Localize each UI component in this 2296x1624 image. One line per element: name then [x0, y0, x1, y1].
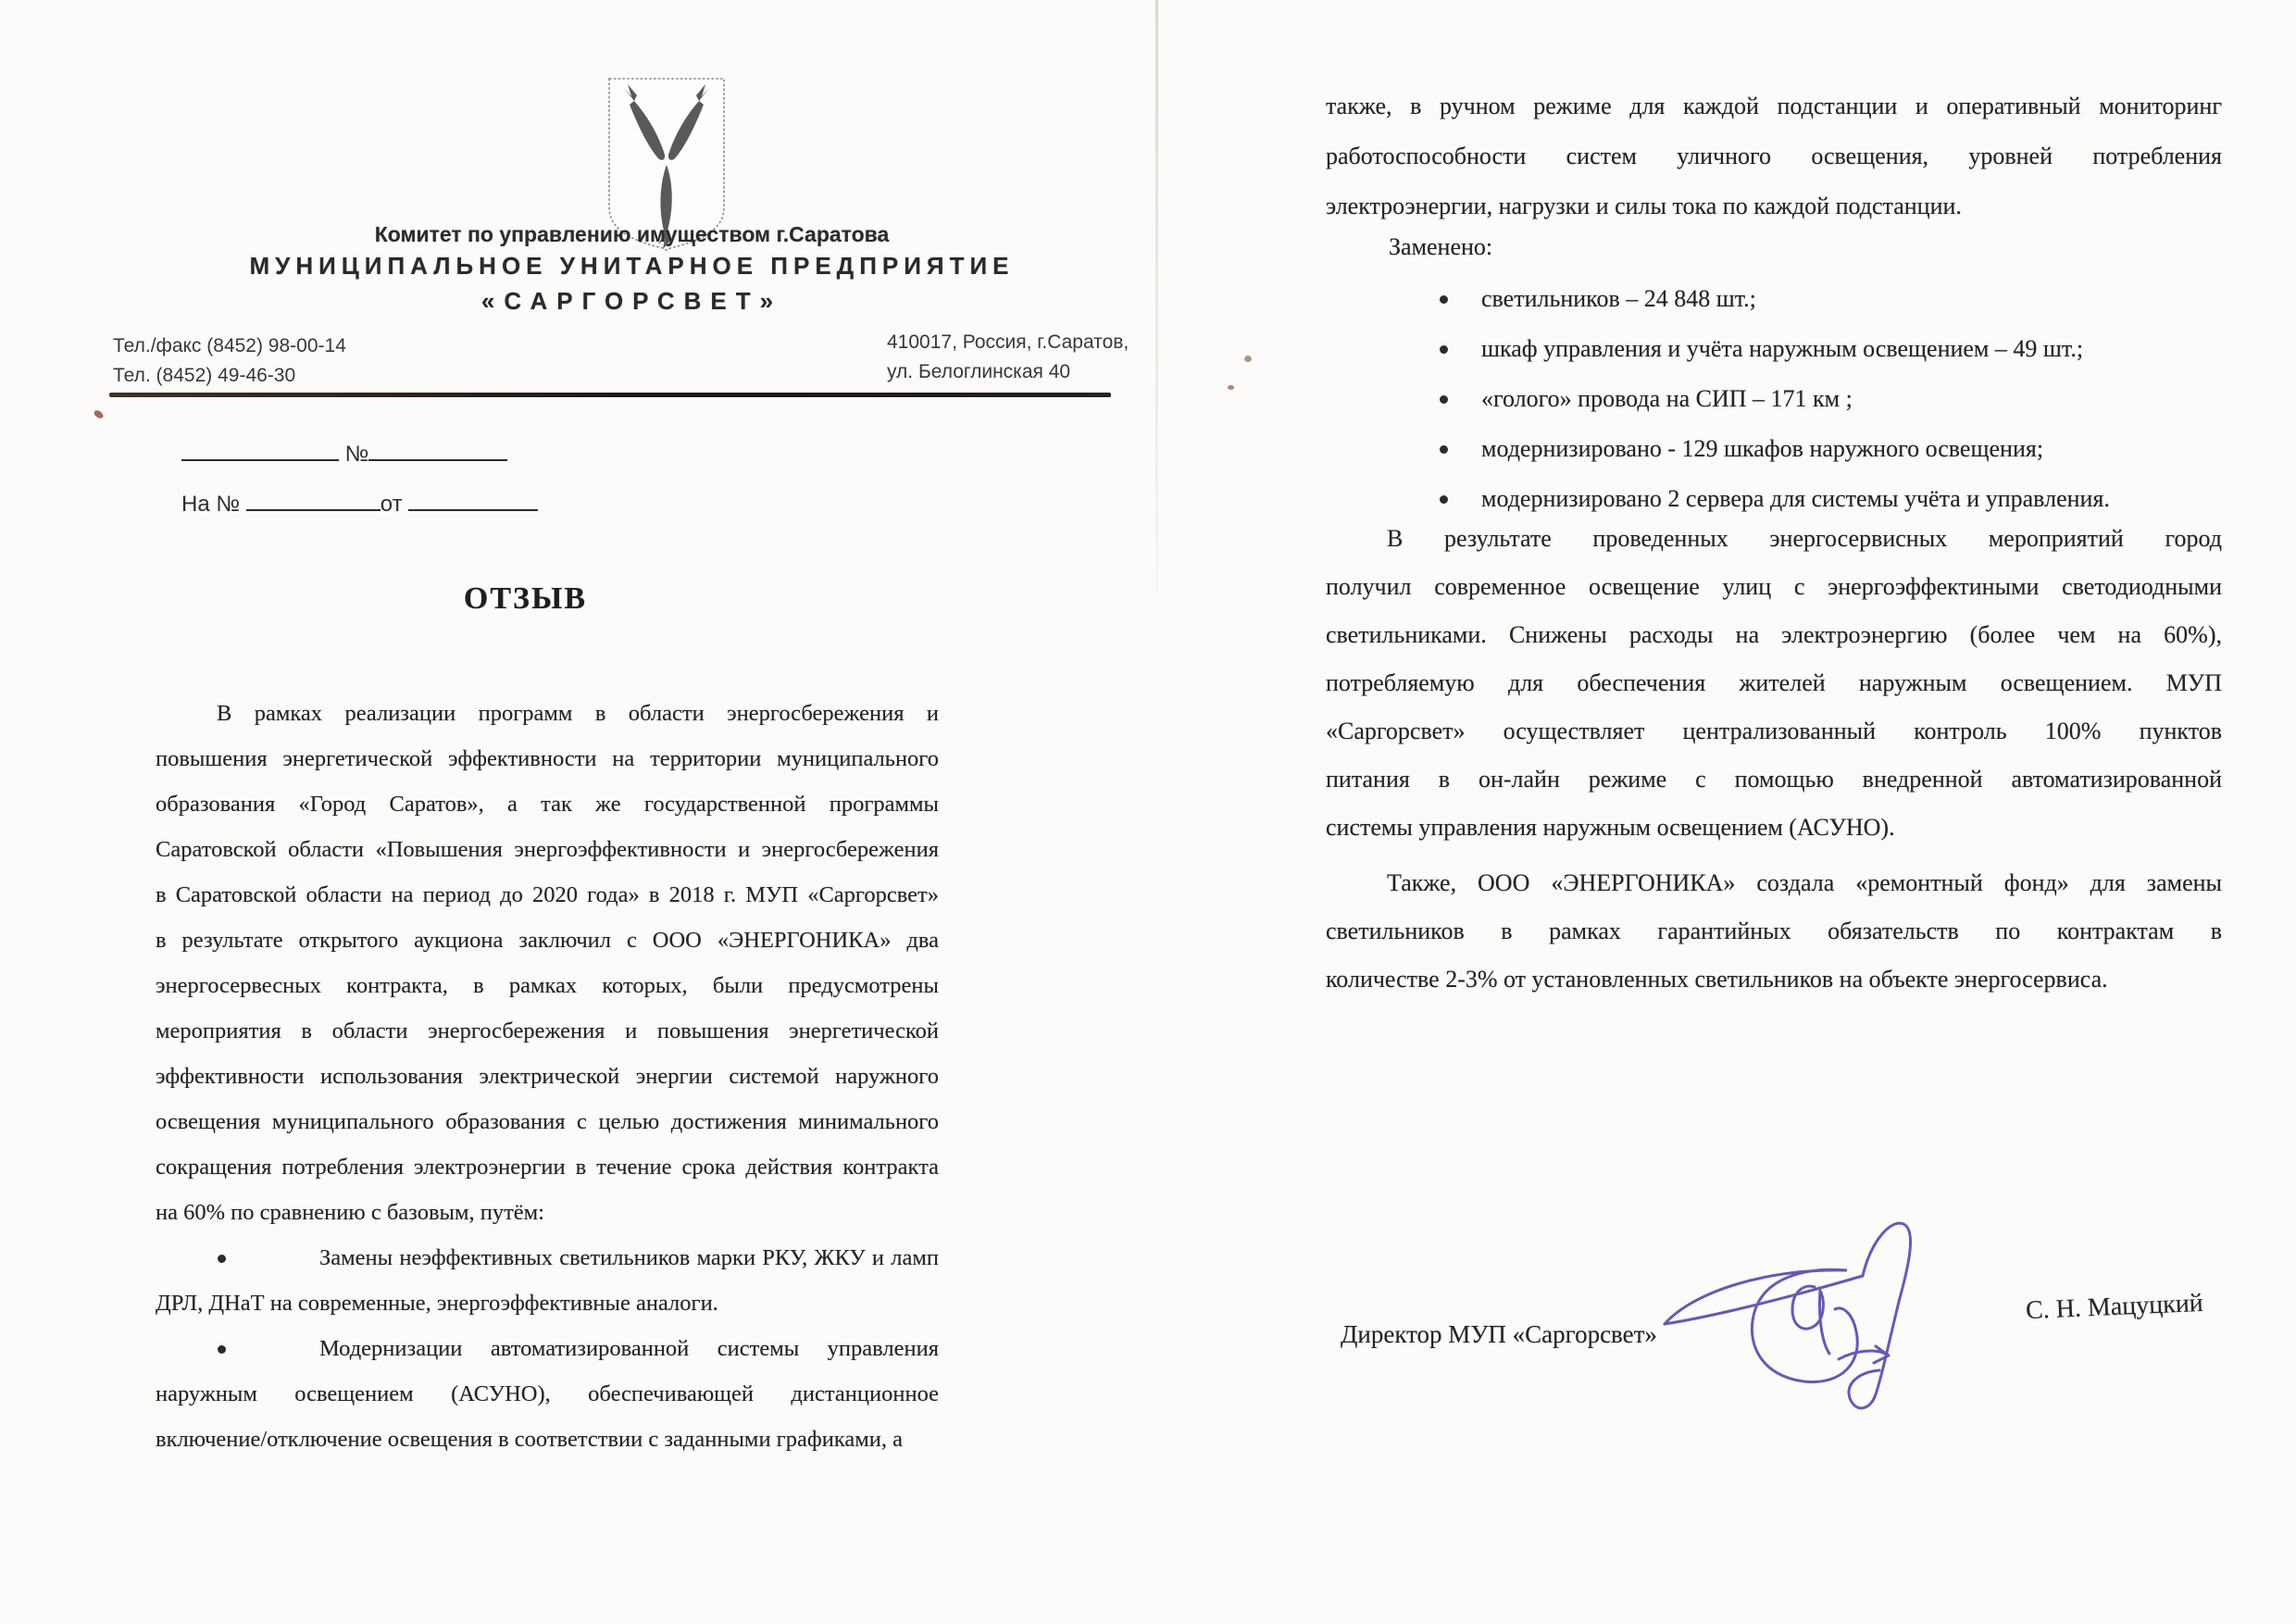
org-name-line: «САРГОРСВЕТ» [480, 287, 783, 315]
bullet-icon [1440, 495, 1448, 504]
text-line: работоспособности систем уличного освещения, уровней потребления [1326, 143, 2222, 169]
text-line: в Саратовской области на период до 2020 года» в 2018 г. МУП «Саргорсвет» [156, 882, 939, 907]
text-line: Также, ООО «ЭНЕРГОНИКА» создала «ремонтный фонд» для замены [1387, 869, 2222, 896]
ot-label: от [380, 492, 403, 517]
text-line: Замены неэффективных светильников марки РКУ, ЖКУ и ламп [156, 1235, 939, 1280]
text-line: образования «Город Саратов», а так же государственной программы [156, 792, 939, 817]
bullet-icon [218, 1255, 226, 1263]
text-line: светильников – 24 848 шт.; [1326, 274, 2222, 324]
text-line: светильников в рамках гарантийных обязательств по контрактам в [1326, 918, 2222, 944]
text-line: модернизировано 2 сервера для системы учёта и управления. [1326, 474, 2222, 524]
bullet-icon [1440, 395, 1448, 404]
text-line: количестве 2-3% от установленных светильников на объекте энергосервиса. [1326, 966, 2108, 993]
document-title: ОТЗЫВ [463, 581, 588, 616]
text-line: системы управления наружным освещением (АСУНО). [1326, 814, 1895, 841]
signer-name: С. Н. Мацуцкий [2025, 1288, 2204, 1326]
address-block [887, 328, 1129, 387]
contact-block [113, 331, 346, 391]
text-line: В результате проведенных энергосервисных мероприятий город [1387, 525, 2222, 552]
bullet-icon [218, 1345, 226, 1354]
left-page-body [156, 691, 939, 1462]
text-line: модернизировано - 129 шкафов наружного освещения; [1326, 424, 2222, 474]
phone-line: Тел. (8452) 49-46-30 [113, 365, 296, 386]
address-line-2: ул. Белоглинская 40 [887, 361, 1071, 382]
blank-line [246, 487, 381, 511]
bullet-icon [1440, 445, 1448, 454]
handwritten-signature-icon [1657, 1187, 1981, 1465]
scan-speck [1228, 385, 1234, 390]
header-divider [109, 393, 1111, 397]
text-line: в результате открытого аукциона заключил с ООО «ЭНЕРГОНИКА» два [156, 928, 939, 953]
text-line: включение/отключение освещения в соответствии с заданными графиками, а [156, 1427, 903, 1452]
replaced-items-list [1326, 274, 2222, 524]
right-page-paragraph-1 [1326, 81, 2222, 231]
org-type-line: МУНИЦИПАЛЬНОЕ УНИТАРНОЕ ПРЕДПРИЯТИЕ [249, 252, 1015, 280]
no-label: № [344, 442, 369, 467]
text-line: светильниками. Снижены расходы на электроэнергию (более чем на 60%), [1326, 621, 2222, 648]
text-line: электроэнергии, нагрузки и силы тока по каждой подстанции. [1326, 193, 1962, 219]
bullet-icon [1440, 295, 1448, 304]
ref-line-1 [181, 437, 507, 468]
text-line: наружным освещением (АСУНО), обеспечивающей дистанционное [156, 1381, 939, 1406]
blank-line [181, 437, 339, 461]
text-line: В рамках реализации программ в области энергосбережения и [217, 701, 939, 726]
text-line: Саратовской области «Повышения энергоэффективности и энергосбережения [156, 837, 939, 862]
na-label: На № [181, 492, 241, 517]
page-fold-seam [1155, 0, 1158, 593]
text-line: ДРЛ, ДНаТ на современные, энергоэффективные аналоги. [156, 1291, 718, 1316]
scan-speck [93, 408, 105, 419]
blank-line [408, 487, 538, 511]
zameneno-heading: Заменено: [1389, 233, 1493, 260]
text-line: освещения муниципального образования с целью достижения минимального [156, 1109, 939, 1134]
text-line: повышения энергетической эффективности на территории муниципального [156, 746, 939, 771]
text-line: также, в ручном режиме для каждой подстанции и оперативный мониторинг [1326, 93, 2222, 119]
address-line-1: 410017, Россия, г.Саратов, [887, 331, 1129, 353]
text-line: «Саргорсвет» осуществляет централизованный контроль 100% пунктов [1326, 718, 2222, 744]
text-line: потребляемую для обеспечения жителей наружным освещением. МУП [1326, 669, 2222, 696]
blank-line [368, 437, 507, 461]
text-line: питания в он-лайн режиме с помощью внедренной автоматизированной [1326, 766, 2222, 793]
scan-speck [1244, 356, 1252, 362]
text-line: получил современное освещение улиц с энергоэффектиными светодиодными [1326, 573, 2222, 600]
right-page-paragraph-2 [1326, 515, 2222, 852]
text-line: шкаф управления и учёта наружным освещением – 49 шт.; [1326, 324, 2222, 374]
right-page-paragraph-3 [1326, 859, 2222, 1004]
committee-line: Комитет по управлению имуществом г.Саратова [374, 222, 890, 246]
signer-role: Директор МУП «Саргорсвет» [1341, 1320, 1657, 1348]
text-line: «голого» провода на СИП – 171 км ; [1326, 374, 2222, 424]
text-line: эффективности использования электрической энергии системой наружного [156, 1064, 939, 1089]
phone-fax-line: Тел./факс (8452) 98-00-14 [113, 335, 346, 356]
text-line: Модернизации автоматизированной системы управления [156, 1326, 939, 1371]
bullet-icon [1440, 345, 1448, 354]
text-line: на 60% по сравнению с базовым, путём: [156, 1200, 544, 1225]
ref-line-2 [181, 487, 538, 518]
text-line: мероприятия в области энергосбережения и повышения энергетической [156, 1018, 939, 1043]
text-line: сокращения потребления электроэнергии в течение срока действия контракта [156, 1155, 939, 1180]
text-line: энергосервесных контракта, в рамках которых, были предусмотрены [156, 973, 939, 998]
